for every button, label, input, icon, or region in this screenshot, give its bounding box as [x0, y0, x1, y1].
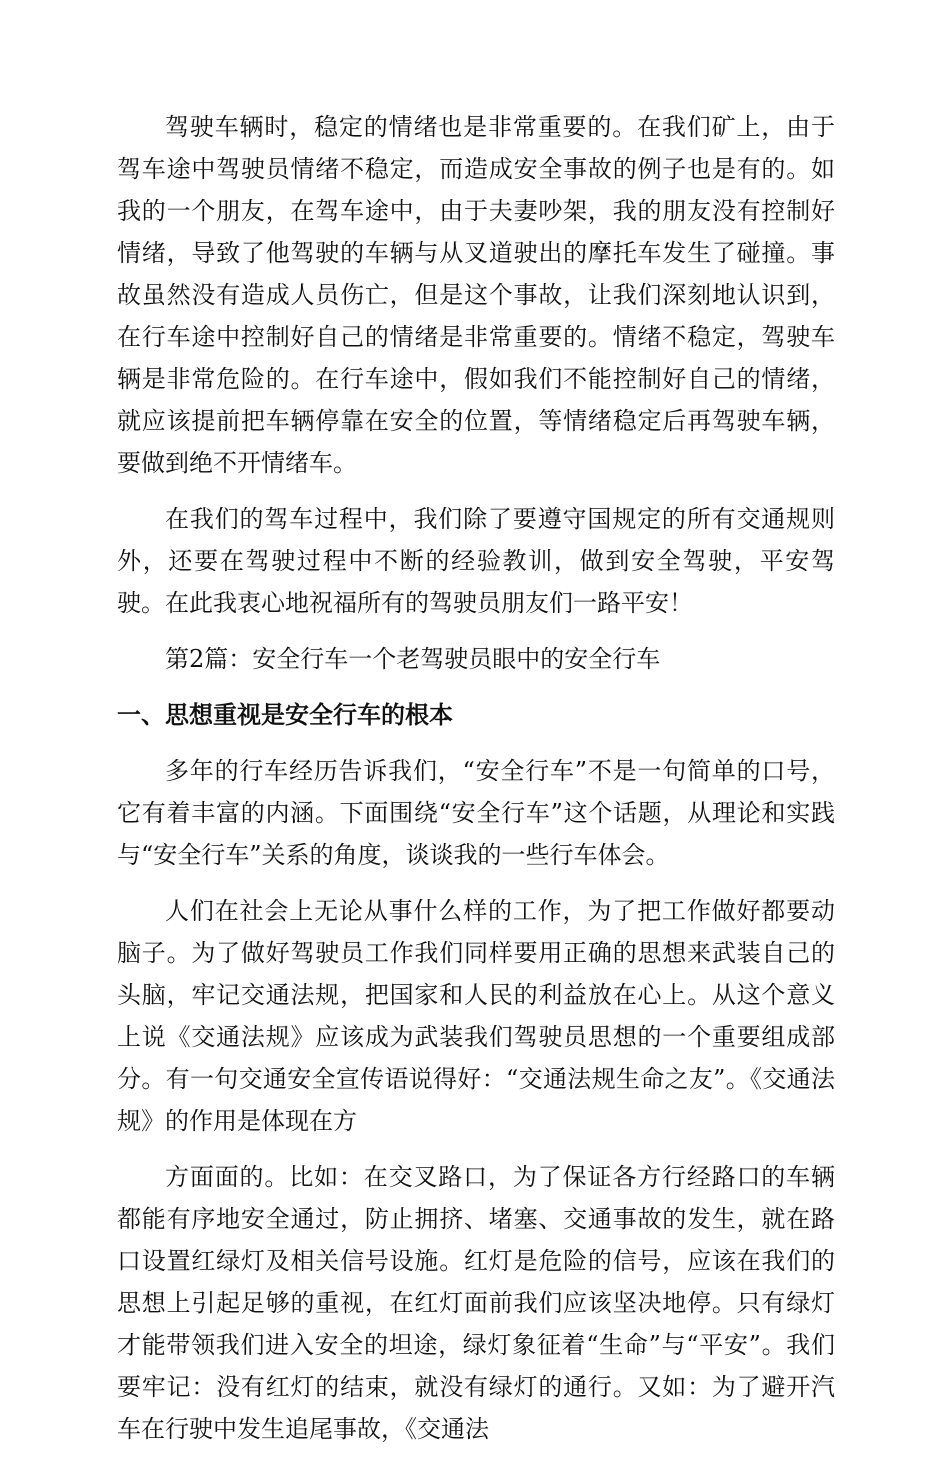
chapter-title: 第2篇：安全行车一个老驾驶员眼中的安全行车	[165, 645, 661, 673]
paragraph: 在我们的驾车过程中，我们除了要遵守国规定的所有交通规则外，还要在驾驶过程中不断的经验教训，做到安全驾驶，平安驾驶。在此我衷心地祝福所有的驾驶员朋友们一路平安！	[117, 505, 835, 617]
document-body	[117, 106, 835, 1464]
section-heading: 一、思想重视是安全行车的根本	[117, 701, 453, 729]
paragraph: 驾驶车辆时，稳定的情绪也是非常重要的。在我们矿上，由于驾车途中驾驶员情绪不稳定，而造成安全事故的例子也是有的。如我的一个朋友，在驾车途中，由于夫妻吵架，我的朋友没有控制好情绪，导致了他驾驶的车辆与从叉道驶出的摩托车发生了碰撞。事故虽然没有造成人员伤亡，但是这个事故，让我们深刻地认识到，在行车途中控制好自己的情绪是非常重要的。情绪不稳定，驾驶车辆是非常危险的。在行车途中，假如我们不能控制好自己的情绪，就应该提前把车辆停靠在安全的位置，等情绪稳定后再驾驶车辆，要做到绝不开情绪车。	[117, 113, 835, 477]
paragraph: 多年的行车经历告诉我们，“安全行车”不是一句简单的口号，它有着丰富的内涵。下面围绕“安全行车”这个话题，从理论和实践与“安全行车”关系的角度，谈谈我的一些行车体会。	[117, 757, 835, 869]
paragraph: 方面面的。比如：在交叉路口，为了保证各方行经路口的车辆都能有序地安全通过，防止拥挤、堵塞、交通事故的发生，就在路口设置红绿灯及相关信号设施。红灯是危险的信号，应该在我们的思想上引起足够的重视，在红灯面前我们应该坚决地停。只有绿灯才能带领我们进入安全的坦途，绿灯象征着“生命”与“平安”。我们要牢记：没有红灯的结束，就没有绿灯的通行。又如：为了避开汽车在行驶中发生追尾事故，《交通法	[117, 1163, 835, 1443]
paragraph: 人们在社会上无论从事什么样的工作，为了把工作做好都要动脑子。为了做好驾驶员工作我们同样要用正确的思想来武装自己的头脑，牢记交通法规，把国家和人民的利益放在心上。从这个意义上说《交通法规》应该成为武装我们驾驶员思想的一个重要组成部分。有一句交通安全宣传语说得好：“交通法规生命之友”。《交通法规》的作用是体现在方	[117, 897, 835, 1135]
